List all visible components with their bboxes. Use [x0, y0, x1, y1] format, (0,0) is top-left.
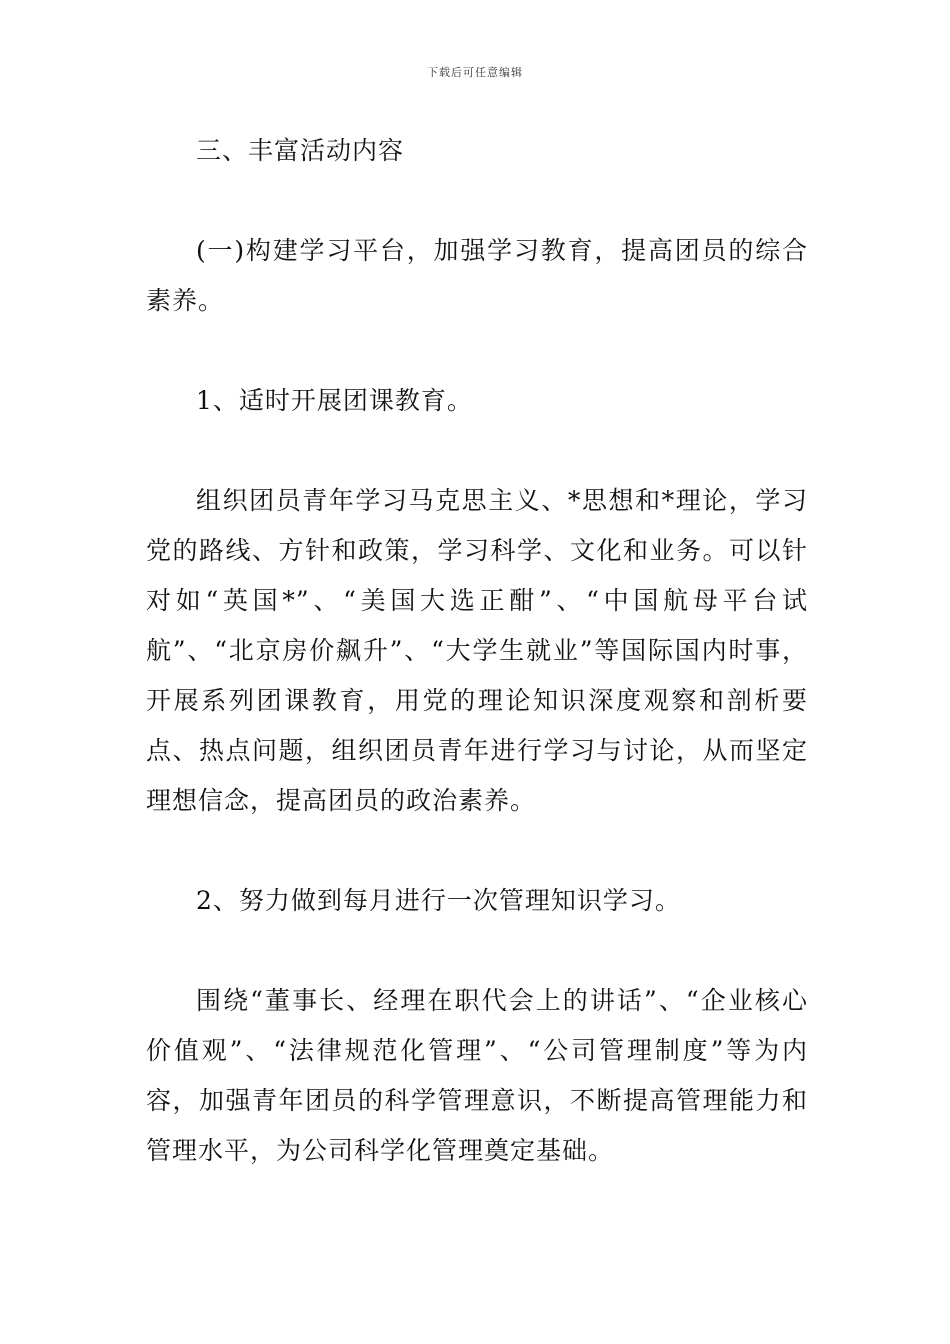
page-header-note: 下载后可任意编辑 [427, 66, 523, 79]
section-heading: 三、丰富活动内容 [196, 136, 405, 165]
body-paragraph-2: 围绕“董事长、经理在职代会上的讲话”、“企业核心价值观”、“法律规范化管理”、“公司管理制度”等为内容，加强青年团员的科学管理意识，不断提高管理能力和管理水平，为公司科学化管理奠定基础。 [146, 986, 808, 1165]
item-heading-2: 2、努力做到每月进行一次管理知识学习。 [196, 886, 681, 915]
body-paragraph-1: 组织团员青年学习马克思主义、*思想和*理论，学习党的路线、方针和政策，学习科学、文化和业务。可以针对如“英国*”、“美国大选正酣”、“中国航母平台试航”、“北京房价飙升”、“大学生就业”等国际国内时事，开展系列团课教育，用党的理论知识深度观察和剖析要点、热点问题，组织团员青年进行学习与讨论，从而坚定理想信念，提高团员的政治素养。 [146, 486, 808, 815]
document-body [146, 126, 808, 1176]
subsection-heading: (一)构建学习平台，加强学习教育，提高团员的综合素养。 [146, 236, 808, 315]
item-heading-1: 1、适时开展团课教育。 [196, 386, 473, 415]
